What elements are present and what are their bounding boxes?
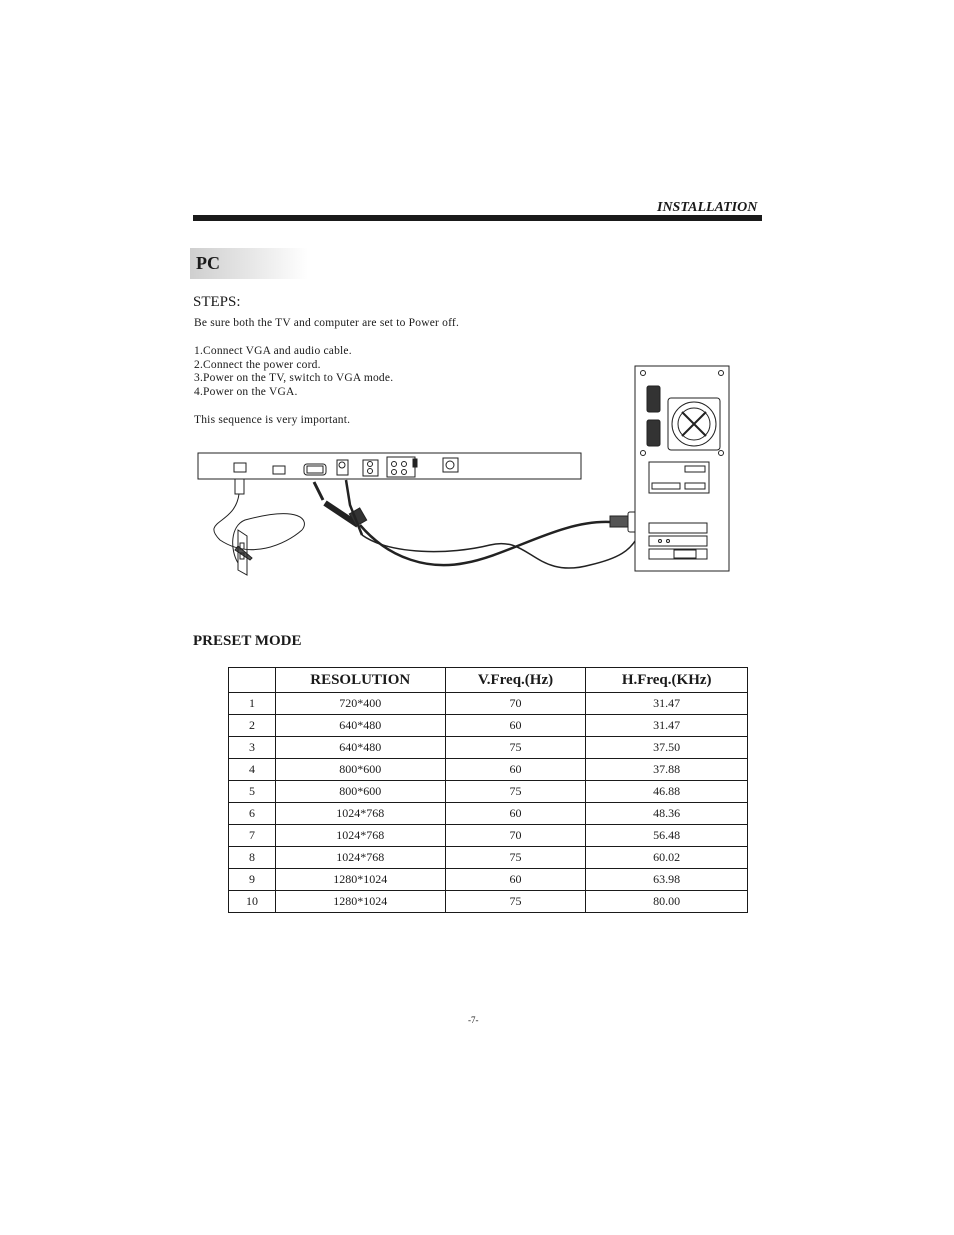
- hfreq-cell: 80.00: [586, 891, 748, 913]
- vfreq-cell: 60: [445, 759, 586, 781]
- mode-number: 6: [229, 803, 276, 825]
- table-row: [229, 759, 748, 781]
- table-row: [229, 781, 748, 803]
- header-rule: [193, 215, 762, 221]
- section-label: INSTALLATION: [657, 200, 758, 215]
- resolution-cell: 800*600: [275, 759, 445, 781]
- vfreq-cell: 60: [445, 869, 586, 891]
- steps-title: STEPS:: [193, 294, 241, 310]
- page-number: -7-: [468, 1015, 479, 1025]
- table-row: [229, 737, 748, 759]
- mode-number: 9: [229, 869, 276, 891]
- hfreq-cell: 37.88: [586, 759, 748, 781]
- table-row: [229, 715, 748, 737]
- hfreq-cell: 46.88: [586, 781, 748, 803]
- table-row: [229, 825, 748, 847]
- connection-diagram: [190, 360, 735, 585]
- pc-heading: PC: [196, 253, 220, 273]
- resolution-cell: 640*480: [275, 737, 445, 759]
- resolution-cell: 720*400: [275, 693, 445, 715]
- preset-mode-table: [228, 667, 748, 913]
- hfreq-cell: 31.47: [586, 693, 748, 715]
- resolution-cell: 1280*1024: [275, 869, 445, 891]
- mode-number: 8: [229, 847, 276, 869]
- vfreq-cell: 75: [445, 737, 586, 759]
- resolution-cell: 1280*1024: [275, 891, 445, 913]
- vfreq-cell: 75: [445, 847, 586, 869]
- hfreq-cell: 31.47: [586, 715, 748, 737]
- hfreq-cell: 56.48: [586, 825, 748, 847]
- vfreq-cell: 60: [445, 803, 586, 825]
- hfreq-cell: 48.36: [586, 803, 748, 825]
- tv-back-panel: [198, 453, 581, 479]
- resolution-cell: 1024*768: [275, 825, 445, 847]
- column-header-index: [229, 668, 276, 693]
- step-3: 3.Power on the TV, switch to VGA mode.: [194, 372, 394, 384]
- vfreq-cell: 60: [445, 715, 586, 737]
- vfreq-cell: 75: [445, 891, 586, 913]
- step-4: 4.Power on the VGA.: [194, 386, 298, 398]
- hfreq-cell: 60.02: [586, 847, 748, 869]
- mode-number: 5: [229, 781, 276, 803]
- resolution-cell: 800*600: [275, 781, 445, 803]
- table-row: [229, 847, 748, 869]
- mode-number: 10: [229, 891, 276, 913]
- mode-number: 3: [229, 737, 276, 759]
- power-plug: [214, 479, 305, 563]
- vfreq-cell: 70: [445, 825, 586, 847]
- table-row: [229, 869, 748, 891]
- table-row: [229, 891, 748, 913]
- intro-text: Be sure both the TV and computer are set to Power off.: [194, 317, 460, 329]
- step-1: 1.Connect VGA and audio cable.: [194, 345, 352, 357]
- table-row: [229, 803, 748, 825]
- important-note: This sequence is very important.: [194, 414, 351, 426]
- step-2: 2.Connect the power cord.: [194, 359, 321, 371]
- mode-number: 2: [229, 715, 276, 737]
- mode-number: 4: [229, 759, 276, 781]
- table-row: [229, 693, 748, 715]
- pc-tower: [635, 366, 729, 571]
- hfreq-cell: 63.98: [586, 869, 748, 891]
- table-header-row: [229, 668, 748, 693]
- vfreq-cell: 70: [445, 693, 586, 715]
- hfreq-cell: 37.50: [586, 737, 748, 759]
- preset-mode-title: PRESET MODE: [193, 633, 302, 649]
- column-header-vfreq: V.Freq.(Hz): [445, 668, 586, 693]
- resolution-cell: 640*480: [275, 715, 445, 737]
- mode-number: 1: [229, 693, 276, 715]
- resolution-cell: 1024*768: [275, 803, 445, 825]
- vfreq-cell: 75: [445, 781, 586, 803]
- column-header-hfreq: H.Freq.(KHz): [586, 668, 748, 693]
- resolution-cell: 1024*768: [275, 847, 445, 869]
- column-header-resolution: RESOLUTION: [275, 668, 445, 693]
- mode-number: 7: [229, 825, 276, 847]
